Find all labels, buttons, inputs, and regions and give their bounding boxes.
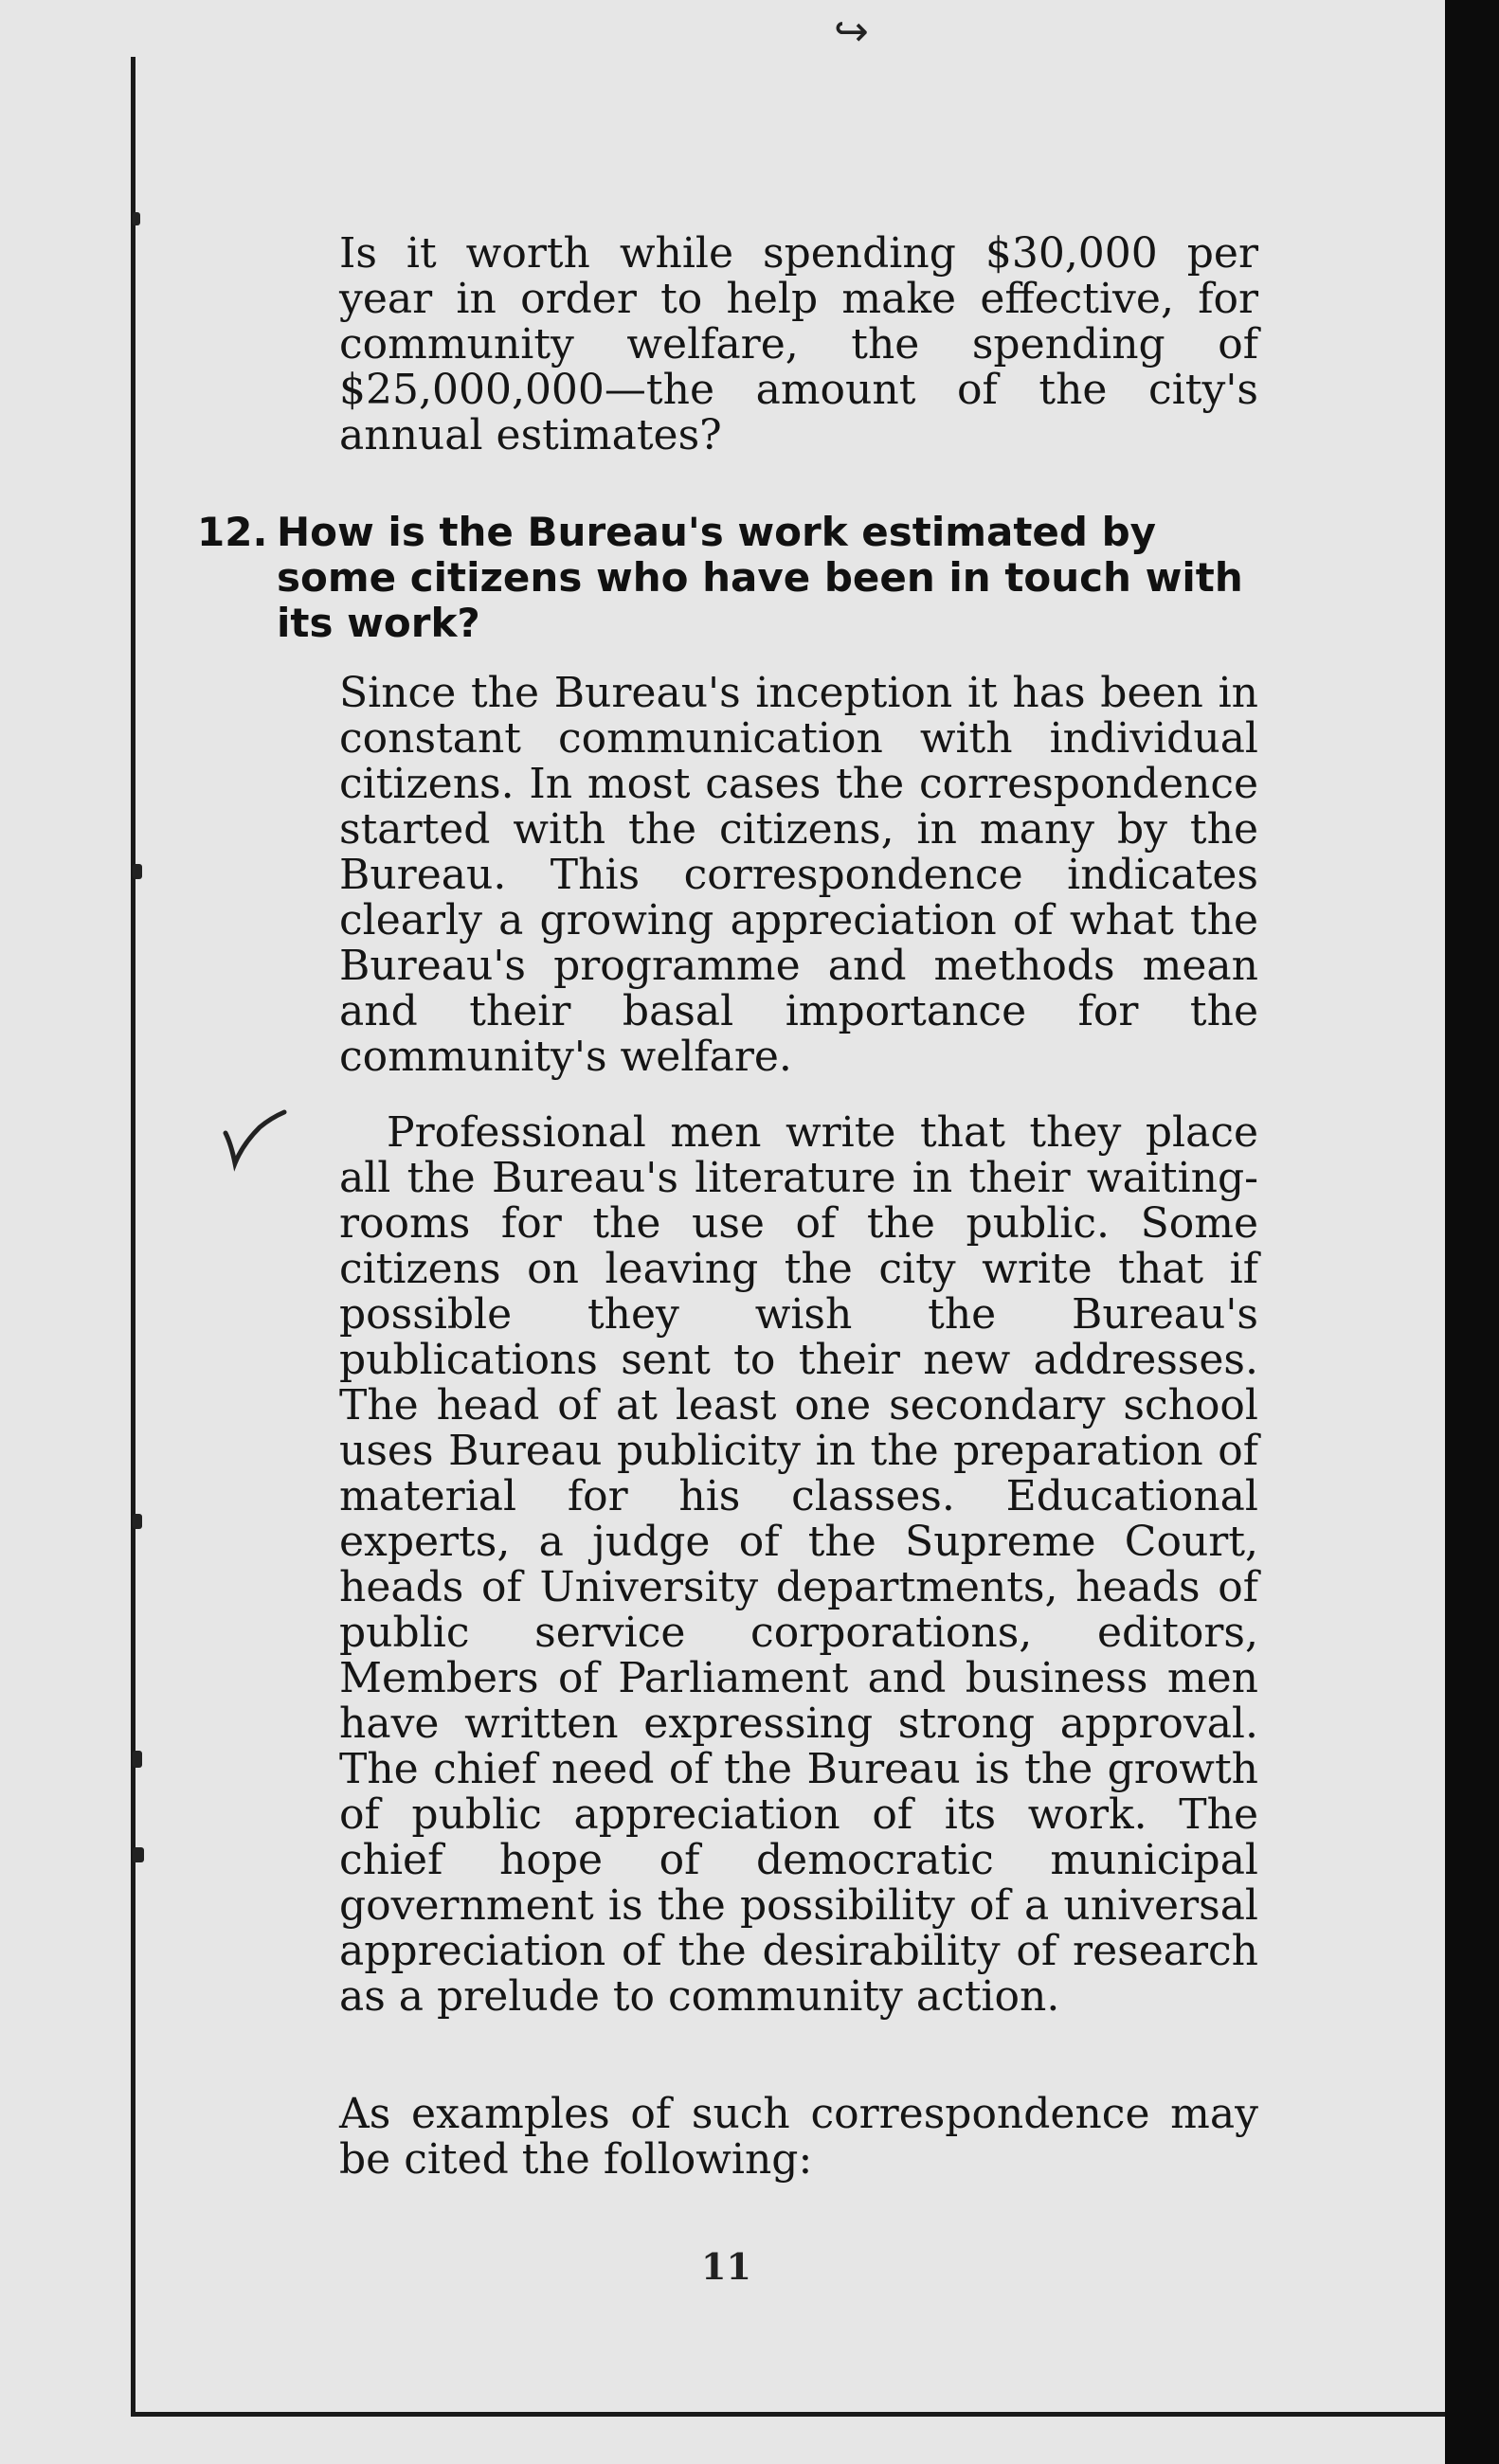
margin-mark	[133, 864, 142, 879]
intro-paragraph	[339, 231, 1258, 459]
paragraph-professional-men	[339, 1110, 1258, 2020]
margin-mark	[133, 1514, 142, 1529]
question-heading: How is the Bureau's work estimated by some citizens who have been in touch with its work?	[277, 509, 1243, 646]
intro-text: Is it worth while spending $30,000 per year in order to help make effective, for community welfare, the spending of $25,000,000—the amount of the city's annual estimates?	[339, 229, 1258, 459]
margin-mark	[133, 212, 140, 225]
question-number: 12.	[197, 509, 268, 555]
page-number: 11	[701, 2245, 751, 2288]
paragraph-professional-men-text: Professional men write that they place all the Bureau's literature in their waiting-rooms for the use of the public. Some citizens on leaving the city write that if possible they wish the Bureau's publications sent to their new addresses. The head of at least one secondary school uses Bureau publicity in the preparation of material for his classes. Educational experts, a judge of the Supreme Court, heads of University departments, heads of public service corporations, editors, Members of Parliament and business men have written expressing strong approval. The chief need of the Bureau is the growth of public appreciation of its work. The chief hope of democratic municipal government is the possibility of a universal appreciation of the desirability of research as a prelude to community action.	[339, 1108, 1258, 2021]
bottom-border-line	[131, 2412, 1445, 2417]
paragraph-examples	[339, 2092, 1258, 2183]
paragraph-inception	[339, 671, 1258, 1080]
check-mark-icon	[218, 1106, 294, 1173]
top-mark-icon: ↪	[834, 8, 869, 56]
paragraph-inception-text: Since the Bureau's inception it has been in constant communication with individual citizens. In most cases the correspondence started with the citizens, in many by the Bureau. This correspondence indicates clearly a growing appreciation of what the Bureau's programme and methods mean and their basal importance for the community's welfare.	[339, 669, 1258, 1081]
paragraph-examples-text: As examples of such correspondence may be cited the following:	[339, 2090, 1258, 2184]
left-border-line	[131, 57, 135, 2416]
margin-mark	[133, 1847, 144, 1862]
margin-mark	[133, 1751, 142, 1768]
